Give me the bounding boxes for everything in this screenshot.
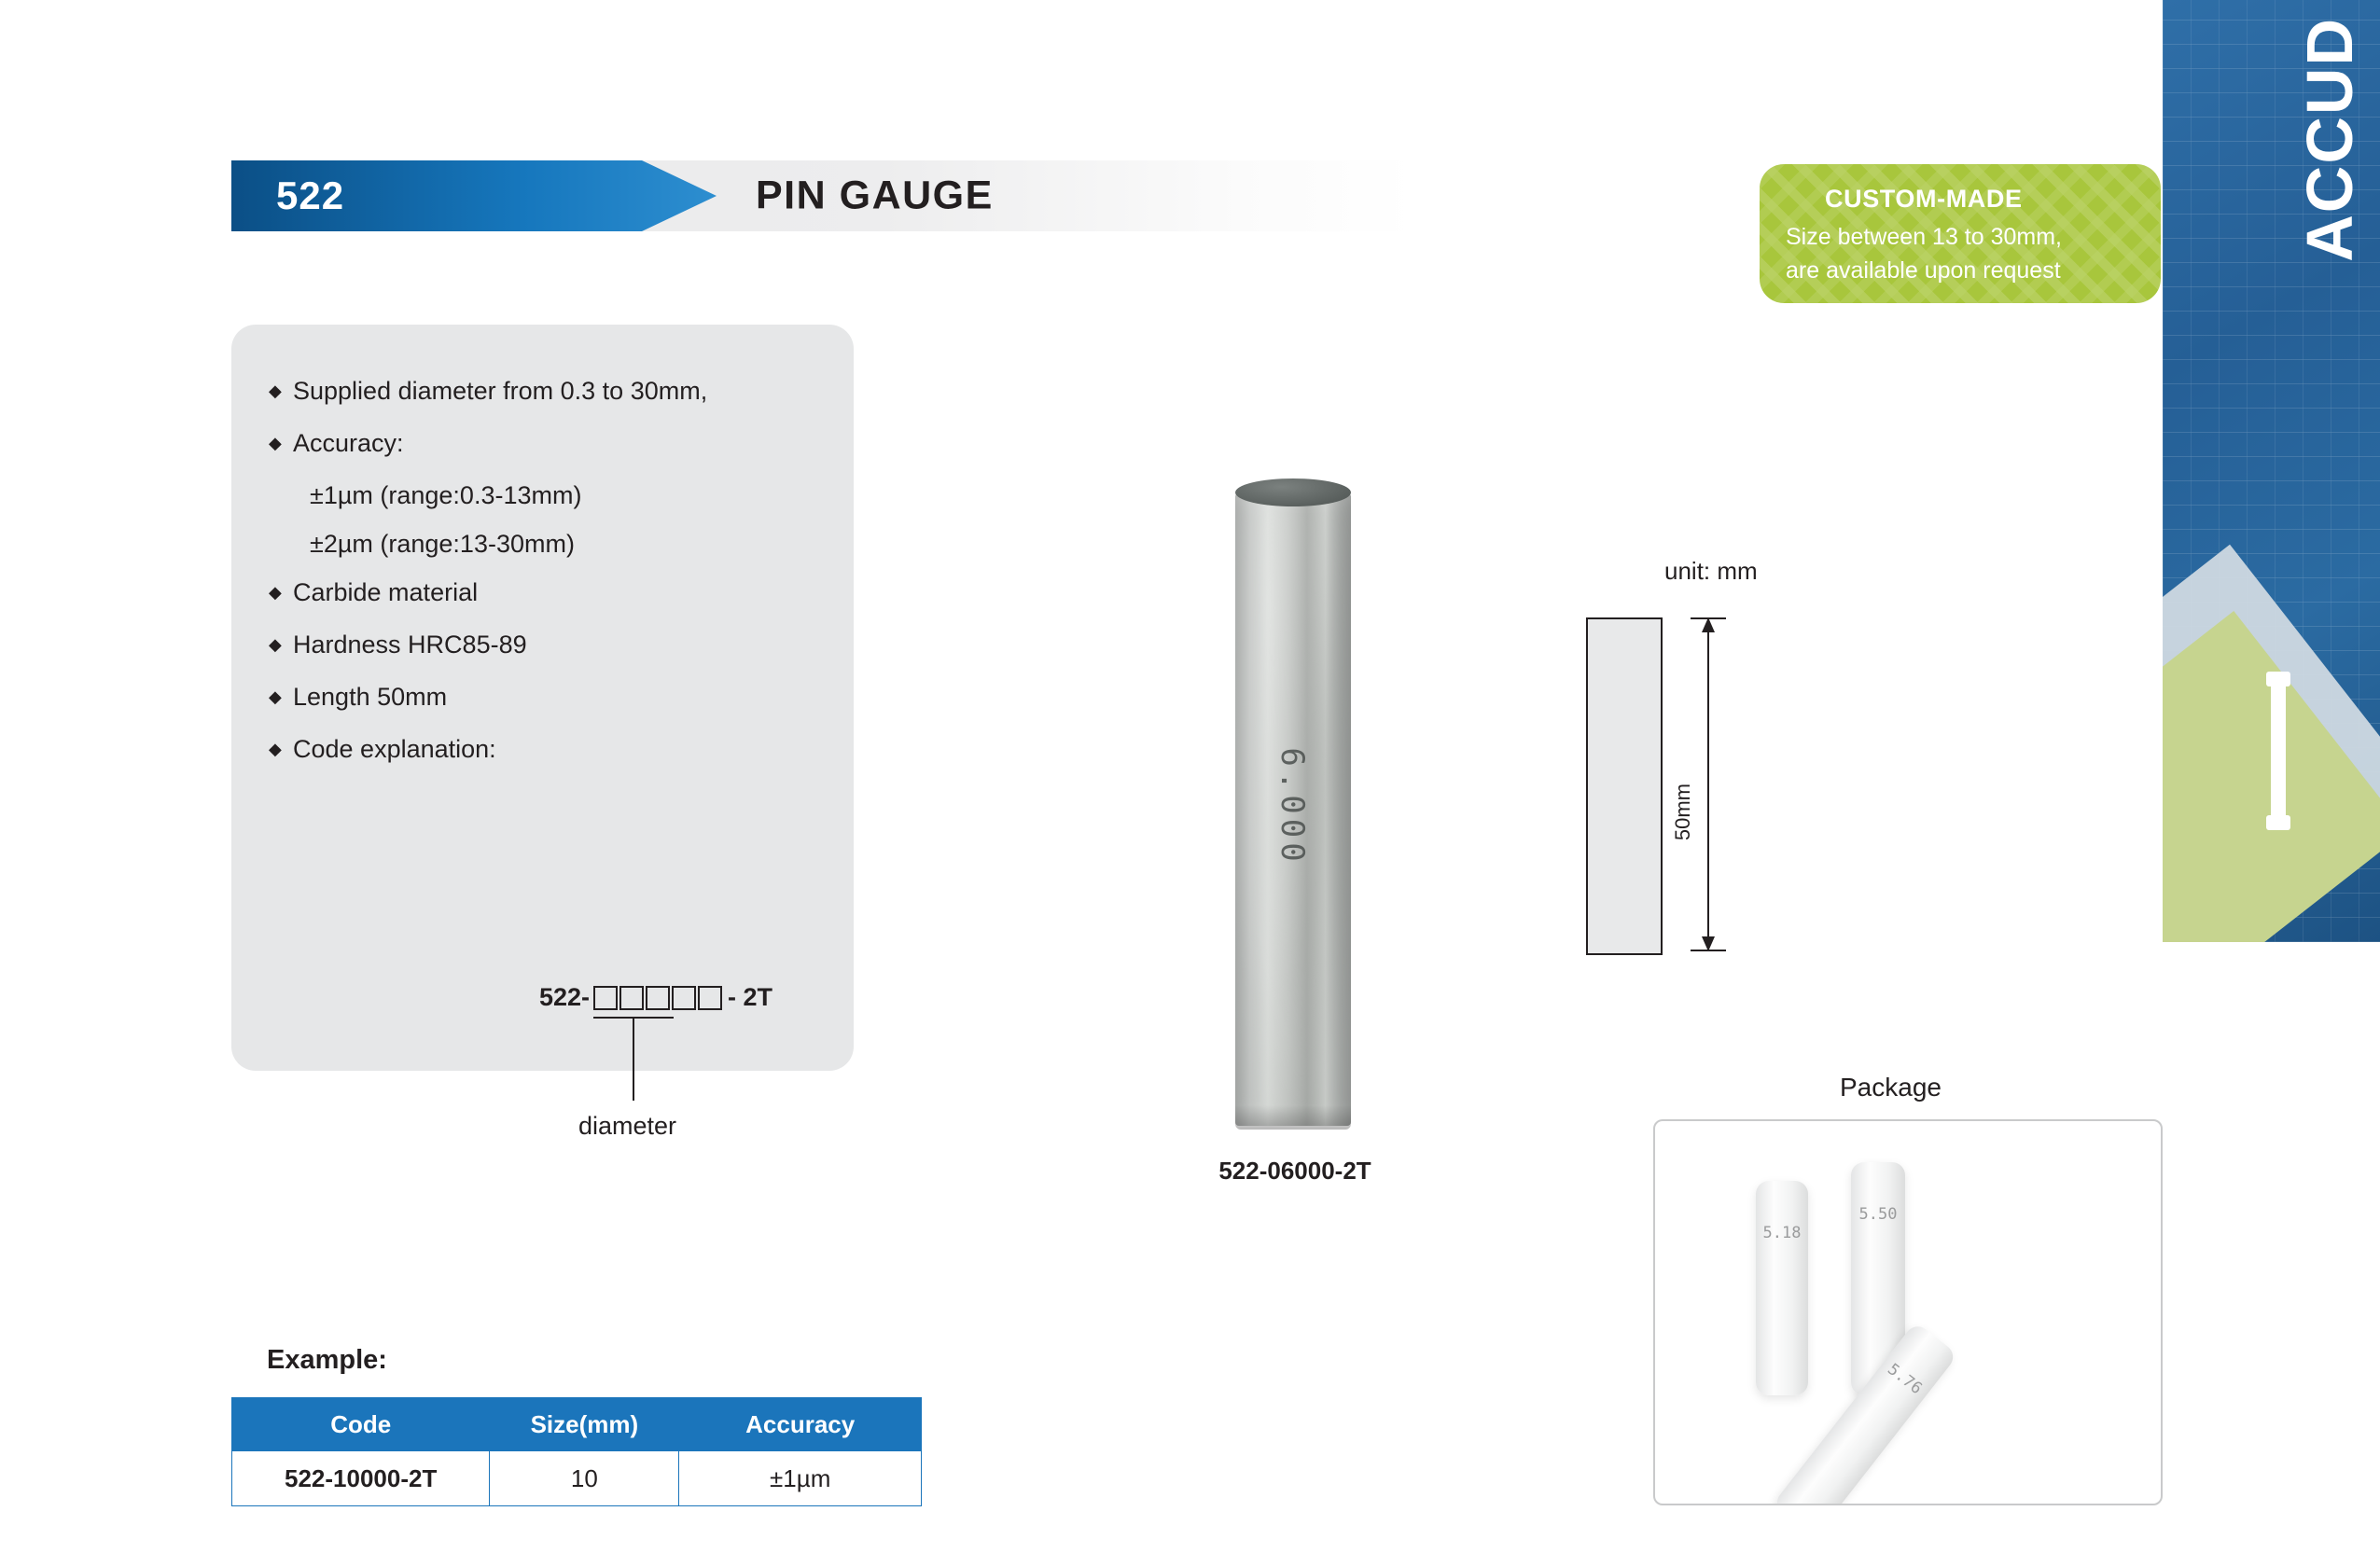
code-box — [698, 986, 722, 1010]
product-photo-caption: 522-06000-2T — [1218, 1157, 1371, 1185]
package-photo — [1653, 1119, 2163, 1505]
code-placeholder-boxes — [593, 986, 724, 1010]
code-box — [593, 986, 618, 1010]
table-row — [232, 1451, 922, 1506]
spec-item — [269, 629, 828, 660]
diamond-bullet-icon: ◆ — [269, 740, 282, 758]
diamond-bullet-icon: ◆ — [269, 635, 282, 654]
band-pin-cap-bottom — [2266, 815, 2290, 830]
spec-item — [269, 733, 828, 765]
package-pin-2-label: 5.50 — [1858, 1205, 1898, 1224]
custom-made-line-1: Size between 13 to 30mm, — [1786, 224, 2062, 250]
dimension-line — [1707, 617, 1709, 951]
specification-list — [269, 375, 828, 785]
custom-made-badge — [1760, 164, 2161, 303]
spec-text: Accuracy: — [293, 429, 404, 457]
callout-vertical-line — [633, 1017, 634, 1101]
package-pin-1-label: 5.18 — [1762, 1224, 1802, 1242]
accuracy-line-2: ±2µm (range:13-30mm) — [310, 530, 575, 558]
column-header-size: Size(mm) — [490, 1398, 679, 1451]
cell-code: 522-10000-2T — [232, 1451, 490, 1506]
pin-bottom-shadow — [1235, 1105, 1351, 1130]
drawing-pin-profile — [1586, 617, 1663, 955]
custom-made-title: CUSTOM-MADE — [1825, 185, 2023, 213]
package-pin-3-label: 5.76 — [1884, 1360, 1926, 1399]
code-pattern — [539, 983, 772, 1012]
column-header-accuracy: Accuracy — [679, 1398, 922, 1451]
spec-text: Code explanation: — [293, 735, 496, 763]
page-header — [231, 160, 1416, 231]
drawing-unit-label: unit: mm — [1664, 557, 1758, 585]
spec-item — [269, 681, 828, 713]
table-header-row — [232, 1398, 922, 1451]
package-label: Package — [1840, 1073, 1942, 1102]
band-pin-illustration — [2266, 672, 2290, 830]
code-explanation-diagram — [539, 983, 847, 1170]
product-photo-pin-gauge — [1222, 471, 1362, 1143]
spec-item — [269, 576, 828, 608]
spec-text: Supplied diameter from 0.3 to 30mm, — [293, 377, 708, 405]
column-header-code: Code — [232, 1398, 490, 1451]
dimension-arrow-up-icon — [1702, 617, 1715, 632]
technical-drawing — [1586, 606, 1987, 979]
code-suffix: - 2T — [728, 983, 773, 1011]
code-box — [672, 986, 696, 1010]
pin-top-face — [1235, 478, 1351, 506]
pin-engraved-size: 6.000 — [1274, 747, 1311, 867]
diamond-bullet-icon: ◆ — [269, 687, 282, 706]
accuracy-line-1: ±1µm (range:0.3-13mm) — [310, 481, 582, 509]
dimension-arrow-down-icon — [1702, 936, 1715, 951]
package-pin-1 — [1756, 1181, 1808, 1395]
spec-text: Length 50mm — [293, 683, 448, 711]
example-label: Example: — [267, 1345, 387, 1375]
custom-made-line-2: are available upon request — [1786, 257, 2061, 284]
spec-item — [269, 427, 828, 459]
code-box — [619, 986, 644, 1010]
example-table — [231, 1397, 922, 1506]
diamond-bullet-icon: ◆ — [269, 381, 282, 400]
cell-accuracy: ±1µm — [679, 1451, 922, 1506]
diamond-bullet-icon: ◆ — [269, 434, 282, 452]
diamond-bullet-icon: ◆ — [269, 583, 282, 602]
code-box — [646, 986, 670, 1010]
spec-text: Carbide material — [293, 578, 479, 606]
brand-logo: ACCUD — [2293, 17, 2366, 262]
header-code: 522 — [276, 173, 345, 217]
diameter-callout-label: diameter — [578, 1112, 677, 1140]
page-title: PIN GAUGE — [756, 173, 994, 218]
specification-panel — [231, 325, 854, 1140]
dimension-length-label: 50mm — [1671, 783, 1694, 841]
spec-item — [269, 375, 828, 407]
cell-size: 10 — [490, 1451, 679, 1506]
band-pin-body — [2271, 685, 2286, 817]
code-prefix: 522- — [539, 983, 591, 1011]
spec-text: Hardness HRC85-89 — [293, 631, 527, 659]
